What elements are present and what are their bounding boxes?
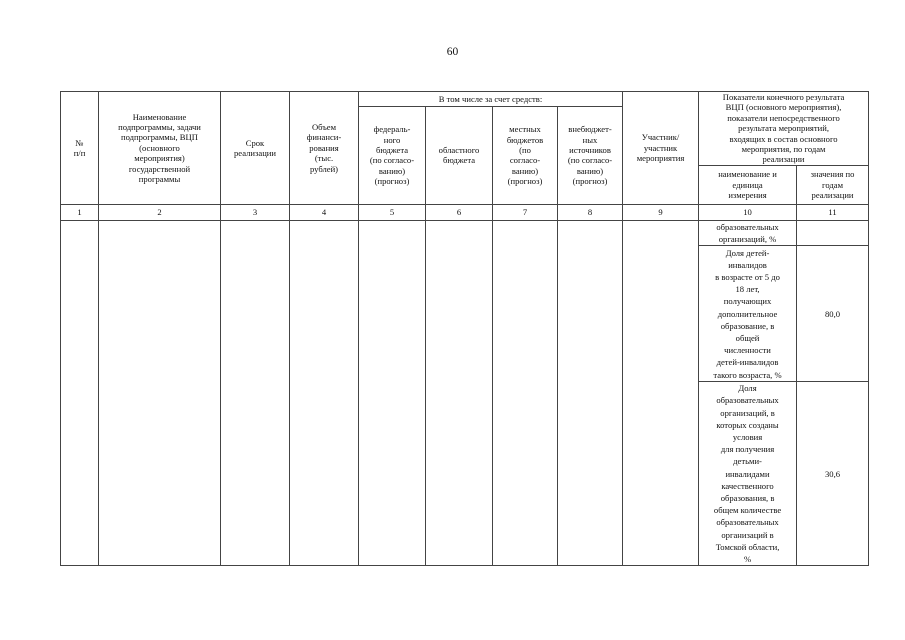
empty-cell [426, 220, 493, 565]
column-number: 3 [221, 204, 290, 220]
header-num: № п/п [61, 92, 99, 205]
header-name: Наименование подпрограммы, задачи подпрограммы, ВЦП (основного мероприятия) государственной программы [99, 92, 221, 205]
empty-cell [99, 220, 221, 565]
column-numbers-row [61, 204, 869, 220]
column-number: 7 [493, 204, 558, 220]
table-row [61, 220, 869, 245]
empty-cell [290, 220, 359, 565]
header-sources: В том числе за счет средств: [359, 92, 623, 107]
indicator-value-cell: 80,0 [797, 246, 869, 382]
empty-cell [221, 220, 290, 565]
header-indicator-name: наименование и единица измерения [699, 165, 797, 204]
empty-cell [61, 220, 99, 565]
header-federal: федераль- ного бюджета (по согласо- ванию) (прогноз) [359, 107, 426, 205]
column-number: 6 [426, 204, 493, 220]
column-number: 9 [623, 204, 699, 220]
column-number: 11 [797, 204, 869, 220]
empty-cell [493, 220, 558, 565]
header-regional: областного бюджета [426, 107, 493, 205]
program-budget-table [60, 91, 869, 566]
header-term: Срок реализации [221, 92, 290, 205]
indicator-name-cell: Доля образовательных организаций, в которых созданы условия для получения детьми- инвалидами качественного образования, в общем количестве образовательных организаций в Томской области, % [699, 382, 797, 566]
header-extra: внебюджет- ных источников (по согласо- ванию) (прогноз) [558, 107, 623, 205]
header-volume: Объем финанси- рования (тыс. рублей) [290, 92, 359, 205]
indicator-name-cell: образовательных организаций, % [699, 220, 797, 245]
indicator-value-cell: 30,6 [797, 382, 869, 566]
header-indicators: Показатели конечного результата ВЦП (основного мероприятия), показатели непосредственного результата мероприятий, входящих в состав основного мероприятия, по годам реализации [699, 92, 869, 166]
column-number: 5 [359, 204, 426, 220]
empty-cell [623, 220, 699, 565]
header-indicator-value: значения по годам реализации [797, 165, 869, 204]
column-number: 2 [99, 204, 221, 220]
column-number: 1 [61, 204, 99, 220]
empty-cell [558, 220, 623, 565]
column-number: 8 [558, 204, 623, 220]
indicator-name-cell: Доля детей- инвалидов в возрасте от 5 до 18 лет, получающих дополнительное образование, в общей численности детей-инвалидов такого возраста, % [699, 246, 797, 382]
empty-cell [359, 220, 426, 565]
indicator-value-cell [797, 220, 869, 245]
header-local: местных бюджетов (по согласо- ванию) (прогноз) [493, 107, 558, 205]
page-number: 60 [446, 46, 459, 58]
header-participant: Участник/ участник мероприятия [623, 92, 699, 205]
column-number: 10 [699, 204, 797, 220]
column-number: 4 [290, 204, 359, 220]
